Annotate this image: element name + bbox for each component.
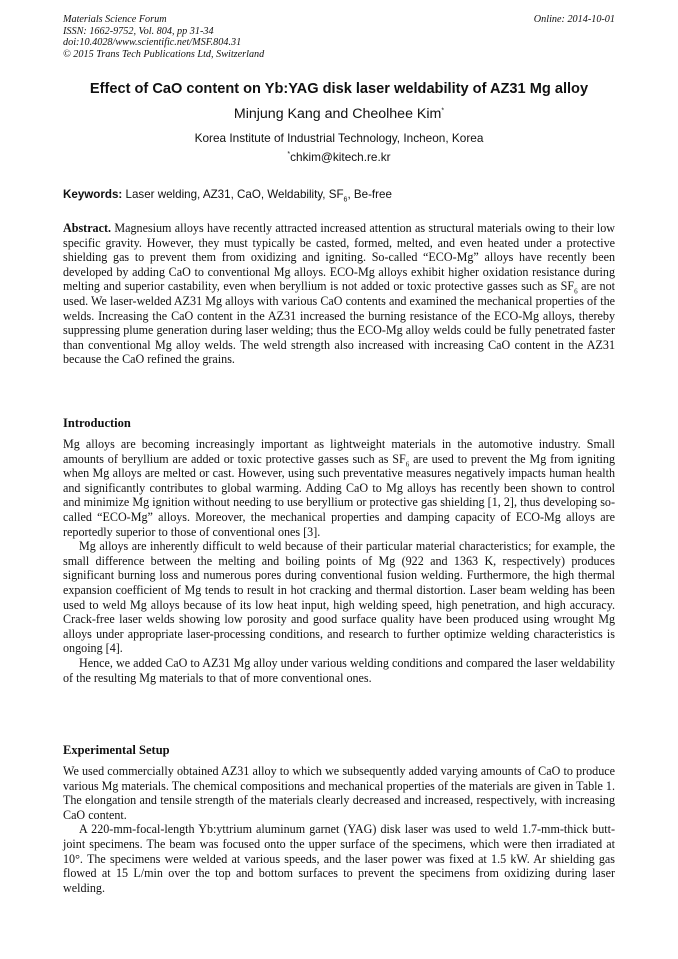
abstract-text-1: Magnesium alloys have recently attracted increased attention as structural materials owing to their low specific gravity. However, they must typically be casted, formed, melted, and even heated under a protective shielding gas to prevent them from oxidizing and igniting. So-called “ECO-Mg” alloys have recently been developed by adding CaO to conventional Mg alloys. ECO-Mg alloys exhibit higher oxidation resistance during melting and superior castability, even when beryllium is not added or toxic protective gasses such as SF xyxy=(63,221,615,294)
keywords-label: Keywords: xyxy=(63,188,123,201)
introduction-body xyxy=(63,437,615,685)
paper-title: Effect of CaO content on Yb:YAG disk laser weldability of AZ31 Mg alloy xyxy=(89,81,589,97)
abstract-label: Abstract. xyxy=(63,221,112,235)
author-mark: * xyxy=(441,107,445,115)
abstract xyxy=(63,221,615,367)
intro-p1-text-a: Mg alloys are becoming increasingly important as lightweight materials in the automotive industry. Small amounts of beryllium are added or toxic protective gasses such as SF xyxy=(63,437,615,466)
email-line xyxy=(40,150,638,165)
journal-header xyxy=(63,14,615,60)
exp-paragraph-1: We used commercially obtained AZ31 alloy to which we subsequently added varying amounts of CaO to produce various Mg materials. The chemical compositions and mechanical properties of the materials are given in Table 1. The elongation and tensile strength of the materials clearly decreased and increased, respectively, with increasing CaO content. xyxy=(63,764,615,822)
email-address: chkim@kitech.re.kr xyxy=(290,150,391,164)
author-line xyxy=(40,105,638,123)
keywords-text-end: , Be-free xyxy=(347,188,392,201)
doi-line: doi:10.4028/www.scientific.net/MSF.804.31 xyxy=(63,37,242,48)
experimental-body xyxy=(63,764,615,895)
email-mark: * xyxy=(287,151,291,159)
introduction-heading: Introduction xyxy=(63,416,131,430)
exp-paragraph-2: A 220-mm-focal-length Yb:yttrium aluminum garnet (YAG) disk laser was used to weld 1.7-mm-thick butt-joint specimens. The beam was focused onto the upper surface of the specimens, which were then irradiated at 10°. The specimens were welded at various speeds, and the laser power was fixed at 1.5 kW. Ar shielding gas flowed at 15 L/min over the top and bottom surfaces to prevent the specimens from oxidizing during laser welding. xyxy=(63,822,615,895)
affiliation: Korea Institute of Industrial Technology, Incheon, Korea xyxy=(194,131,484,145)
intro-p1-sub: 6 xyxy=(405,460,410,468)
copyright-line: © 2015 Trans Tech Publications Ltd, Switzerland xyxy=(63,48,265,60)
abstract-text-2: are not used. We laser-welded AZ31 Mg alloys with various CaO contents and examined the mechanical properties of the welds. Increasing the CaO content in the AZ31 increased the burning resistance of the ECO-Mg alloys, thereby suppressing plume generation during laser welding; thus the ECO-Mg alloy welds could be fully penetrated faster than conventional Mg alloy welds. The weld strength also increased with increasing CaO content in the AZ31 because the CaO refined the grains. xyxy=(63,279,615,367)
abstract-sub: 6 xyxy=(574,287,578,296)
keywords-sub: 6 xyxy=(343,196,348,204)
intro-paragraph-1 xyxy=(63,437,615,539)
intro-p1-text-b: are used to prevent the Mg from igniting when Mg alloys are melted or cast. However, using such preventative measures negatively impacts human health and significantly contributes to global warming. Adding CaO to Mg alloys has recently been shown to control and minimize Mg ignition without needing to use beryllium or protective gas shielding [1, 2], thus developing so-called “ECO-Mg” alloys. Moreover, the mechanical properties and damping capacity of ECO-Mg alloys are reportedly superior to those of conventional ones [3]. xyxy=(63,451,616,539)
journal-name: Materials Science Forum xyxy=(63,14,167,25)
online-date: Online: 2014-10-01 xyxy=(533,14,615,25)
experimental-heading: Experimental Setup xyxy=(63,743,170,757)
keywords-text: Laser welding, AZ31, CaO, Weldability, SF xyxy=(125,188,344,201)
intro-paragraph-2: Mg alloys are inherently difficult to weld because of their particular material characteristics; for example, the small difference between the melting and boiling points of Mg (922 and 1363 K, respectively) produces significant burning loss and numerous pores during conventional fusion welding. Furthermore, the high thermal expansion coefficient of Mg tends to result in hot cracking and thermal distortion. Laser beam welding has been used to weld Mg alloys because of its low heat input, high welding speed, high penetration, and high accuracy. Crack-free laser welds showing low porosity and good surface quality have been produced using wrought Mg alloys under appropriate laser-processing conditions, and research to further optimize welding characteristics is ongoing [4]. xyxy=(63,539,615,656)
intro-paragraph-3: Hence, we added CaO to AZ31 Mg alloy under various welding conditions and compared the laser weldability of the resulting Mg materials to that of more conventional ones. xyxy=(63,655,615,685)
authors: Minjung Kang and Cheolhee Kim xyxy=(233,106,442,122)
keywords xyxy=(63,187,615,202)
issn-line: ISSN: 1662-9752, Vol. 804, pp 31-34 xyxy=(63,25,214,37)
